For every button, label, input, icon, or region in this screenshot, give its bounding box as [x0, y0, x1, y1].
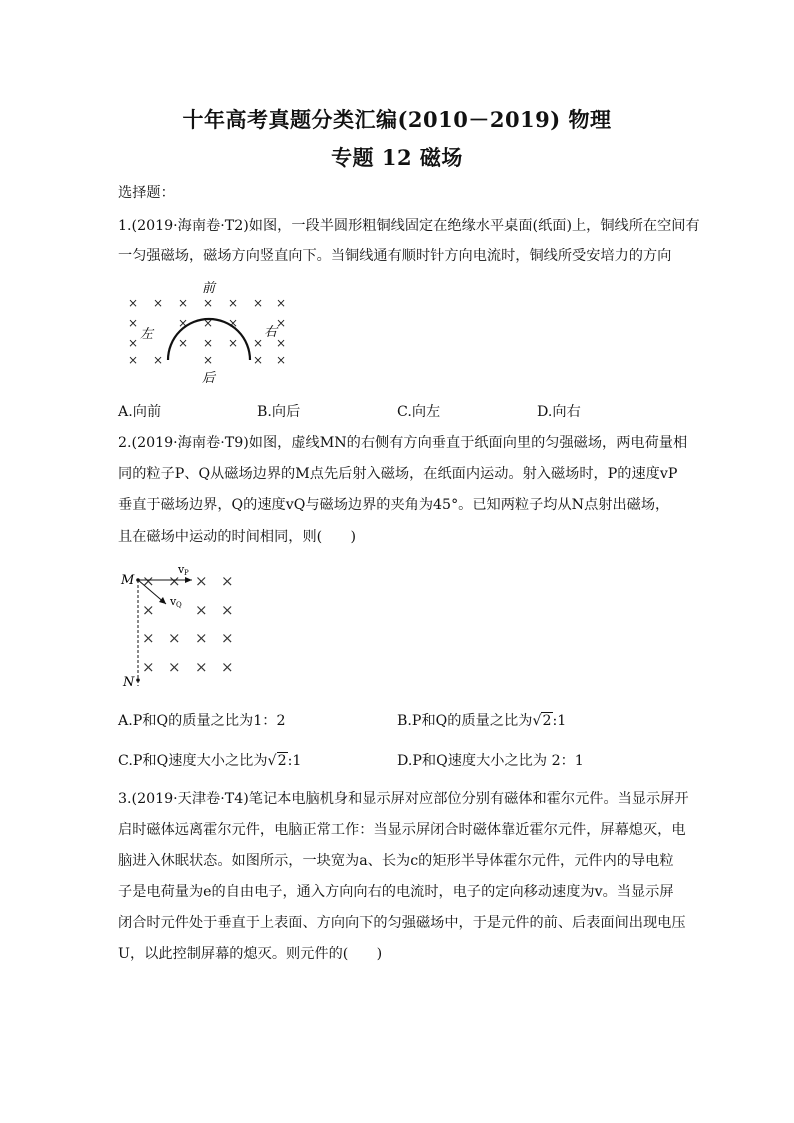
cross-mark: ×	[276, 296, 287, 310]
q2-option-b-text: B.P和Q的质量之比为	[397, 713, 533, 729]
label-n: N	[123, 675, 135, 690]
cross-mark: ×	[221, 658, 234, 676]
q3-line-3: 脑进入休眠状态。如图所示，一块宽为a、长为c的矩形半导体霍尔元件，元件内的导电粒	[118, 853, 674, 869]
cross-mark: ×	[221, 572, 234, 590]
cross-mark: ×	[203, 316, 214, 330]
cross-mark: ×	[128, 353, 139, 367]
cross-mark: ×	[276, 336, 287, 350]
cross-mark: ×	[168, 658, 181, 676]
point-n	[136, 678, 140, 682]
document-title: 十年高考真题分类汇编(2010－2019) 物理	[182, 107, 612, 132]
q3-line-2: 启时磁体远离霍尔元件，电脑正常工作：当显示屏闭合时磁体靠近霍尔元件，屏幕熄灭，电	[118, 822, 686, 838]
cross-mark: ×	[195, 601, 208, 619]
cross-mark: ×	[153, 296, 164, 310]
label-vq-sub: Q	[176, 601, 182, 609]
q2-option-b: B.P和Q的质量之比为√2:1	[397, 713, 567, 729]
cross-mark: ×	[178, 316, 189, 330]
q2-option-d: D.P和Q速度大小之比为 2：1	[397, 753, 584, 769]
cross-mark: ×	[228, 316, 239, 330]
label-right: 右	[264, 325, 278, 340]
cross-mark: ×	[142, 572, 155, 590]
cross-mark: ×	[142, 658, 155, 676]
q2-option-a: A.P和Q的质量之比为1：2	[118, 713, 286, 729]
cross-mark: ×	[221, 629, 234, 647]
cross-mark: ×	[142, 629, 155, 647]
label-vp-sub: P	[184, 569, 189, 577]
q3-line-6: U，以此控制屏幕的熄灭。则元件的( )	[118, 946, 383, 962]
cross-mark: ×	[253, 336, 264, 350]
q2-figure	[118, 560, 258, 692]
cross-mark: ×	[128, 336, 139, 350]
cross-mark: ×	[178, 296, 189, 310]
cross-mark: ×	[203, 353, 214, 367]
cross-mark: ×	[221, 601, 234, 619]
sqrt-symbol: √2	[532, 713, 552, 729]
label-left: 左	[140, 327, 154, 342]
section-label: 选择题：	[118, 185, 175, 201]
cross-mark: ×	[276, 316, 287, 330]
cross-mark: ×	[195, 629, 208, 647]
cross-mark: ×	[142, 601, 155, 619]
q2-line-1: 2.(2019·海南卷·T9)如图，虚线MN的右侧有方向垂直于纸面向里的匀强磁场，两电荷量相	[118, 435, 688, 451]
cross-mark: ×	[253, 353, 264, 367]
sqrt-symbol: √2	[267, 753, 287, 769]
cross-mark: ×	[168, 572, 181, 590]
q1-figure	[118, 278, 298, 388]
cross-mark: ×	[276, 353, 287, 367]
cross-mark: ×	[203, 336, 214, 350]
cross-mark: ×	[253, 296, 264, 310]
q2-line-4: 且在磁场中运动的时间相同，则( )	[118, 529, 357, 545]
label-back: 后	[202, 371, 216, 386]
cross-mark: ×	[128, 316, 139, 330]
q3-line-1: 3.(2019·天津卷·T4)笔记本电脑机身和显示屏对应部位分别有磁体和霍尔元件。当显示屏开	[118, 791, 689, 807]
cross-mark: ×	[178, 336, 189, 350]
label-vp: v	[178, 563, 185, 576]
q1-option-d: D.向右	[537, 404, 581, 420]
q2-option-c: C.P和Q速度大小之比为√2:1	[118, 753, 302, 769]
cross-mark: ×	[195, 658, 208, 676]
label-front: 前	[202, 281, 216, 296]
q3-line-4: 子是电荷量为e的自由电子，通入方向向右的电流时，电子的定向移动速度为v。当显示屏	[118, 884, 674, 900]
label-vq: v	[170, 595, 177, 608]
cross-mark: ×	[168, 629, 181, 647]
q2-line-3: 垂直于磁场边界，Q的速度vQ与磁场边界的夹角为45°。已知两粒子均从N点射出磁场，	[118, 497, 670, 513]
q1-line-2: 一匀强磁场，磁场方向竖直向下。当铜线通有顺时针方向电流时，铜线所受安培力的方向	[118, 248, 672, 264]
q1-option-c: C.向左	[397, 404, 441, 420]
cross-mark: ×	[153, 353, 164, 367]
q2-option-c-text: C.P和Q速度大小之比为	[118, 753, 268, 769]
cross-mark: ×	[228, 296, 239, 310]
label-m: M	[121, 573, 135, 588]
cross-mark: ×	[195, 572, 208, 590]
cross-mark: ×	[203, 296, 214, 310]
q3-line-5: 闭合时元件处于垂直于上表面、方向向下的匀强磁场中，于是元件的前、后表面间出现电压	[118, 915, 686, 931]
cross-mark: ×	[128, 296, 139, 310]
q1-option-a: A.向前	[118, 404, 162, 420]
cross-mark: ×	[228, 336, 239, 350]
q2-line-2: 同的粒子P、Q从磁场边界的M点先后射入磁场，在纸面内运动。射入磁场时，P的速度vP	[118, 466, 678, 482]
document-subtitle: 专题 12 磁场	[331, 145, 463, 170]
q1-line-1: 1.(2019·海南卷·T2)如图，一段半圆形粗铜线固定在绝缘水平桌面(纸面)上，铜线所在空间有	[118, 218, 700, 234]
q1-option-b: B.向后	[257, 404, 301, 420]
